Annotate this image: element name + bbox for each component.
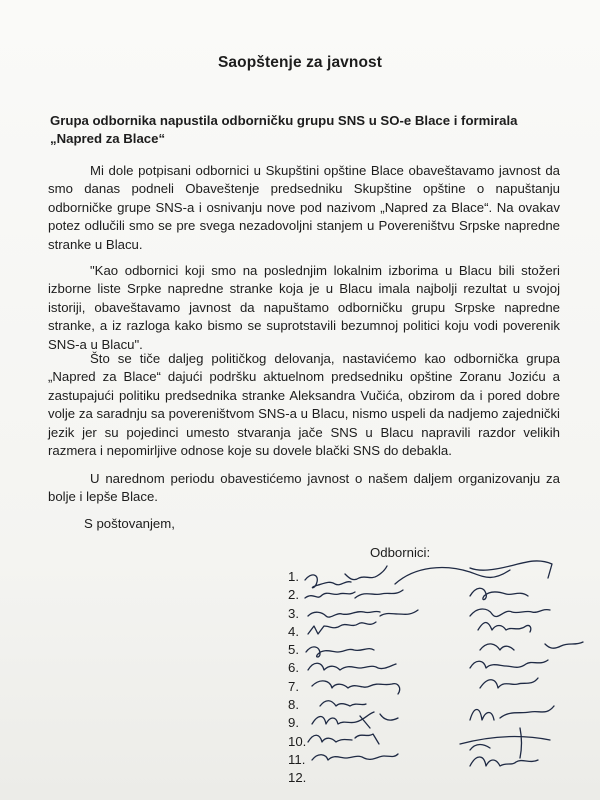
signature-number: 8. (288, 697, 299, 713)
document-heading: Grupa odbornika napustila odborničku grupu SNS u SO-e Blace i formirala „Napred za Blace“ (50, 113, 518, 146)
handwritten-signatures (0, 560, 600, 800)
signature-number: 4. (288, 623, 299, 639)
signature-number: 7. (288, 678, 299, 694)
signature-number: 11. (288, 751, 306, 767)
paragraph-2: "Kao odbornici koji smo na poslednjim lokalnim izborima u Blacu bili stožeri izborne liste Srpke napredne stranke koja je u Blacu imala najbolji rezultat u svojoj istoriji, obaveštavamo javnost da napuštamo odborničku grupu Srpske napredne stranke, a iz razloga kako bismo se suprotstavili bezumnoj politici koju vodi poverenik SNS-a u Blacu". (48, 263, 560, 352)
signature-number: 2. (288, 587, 299, 603)
signature-number: 6. (288, 660, 299, 676)
signature-number: 3. (288, 605, 299, 621)
signatories-label: Odbornici: (370, 545, 431, 560)
signature-number: 9. (288, 715, 299, 731)
document-title: Saopštenje za javnost (217, 54, 383, 71)
signature-number: 12. (288, 770, 307, 786)
signature-number: 5. (288, 642, 299, 658)
closing-salutation: S poštovanjem, (84, 516, 175, 531)
paragraph-4: U narednom periodu obavestićemo javnost o našem daljem organizovanju za bolje i lepše Blace. (48, 471, 560, 505)
paragraph-1: Mi dole potpisani odbornici u Skupštini opštine Blace obaveštavamo javnost da smo danas podneli Obaveštenje predsedniku Skupštine opštine o napuštanju odborničke grupe SNS-a i osnivanju nove pod nazivom „Napred za Blace“. Na ovakav potez odlučili smo se pre svega nezadovoljni stanjem u Povereništvu Srpske napredne stranke u Blacu. (48, 163, 560, 252)
signature-number: 10. (288, 733, 307, 749)
signature-number: 1. (288, 569, 299, 584)
paragraph-3: Što se tiče daljeg političkog delovanja, nastavićemo kao odbornička grupa „Napred za Blace“ dajući podršku aktuelnom predsedniku opštine Zoranu Joziću a zastupajući politiku predsednika stranke Aleksandra Vučića, obzirom da i pored dobre volje za saradnju sa povereništvom SNS-a u Blacu, nismo uspeli da nadjemo zajednički jezik jer su pojedinci umesto stvaranja jače SNS u Blacu napravili razdor velikih razmera i nepomirljive odnose koje su dovele blački SNS do debakla. (48, 351, 560, 459)
